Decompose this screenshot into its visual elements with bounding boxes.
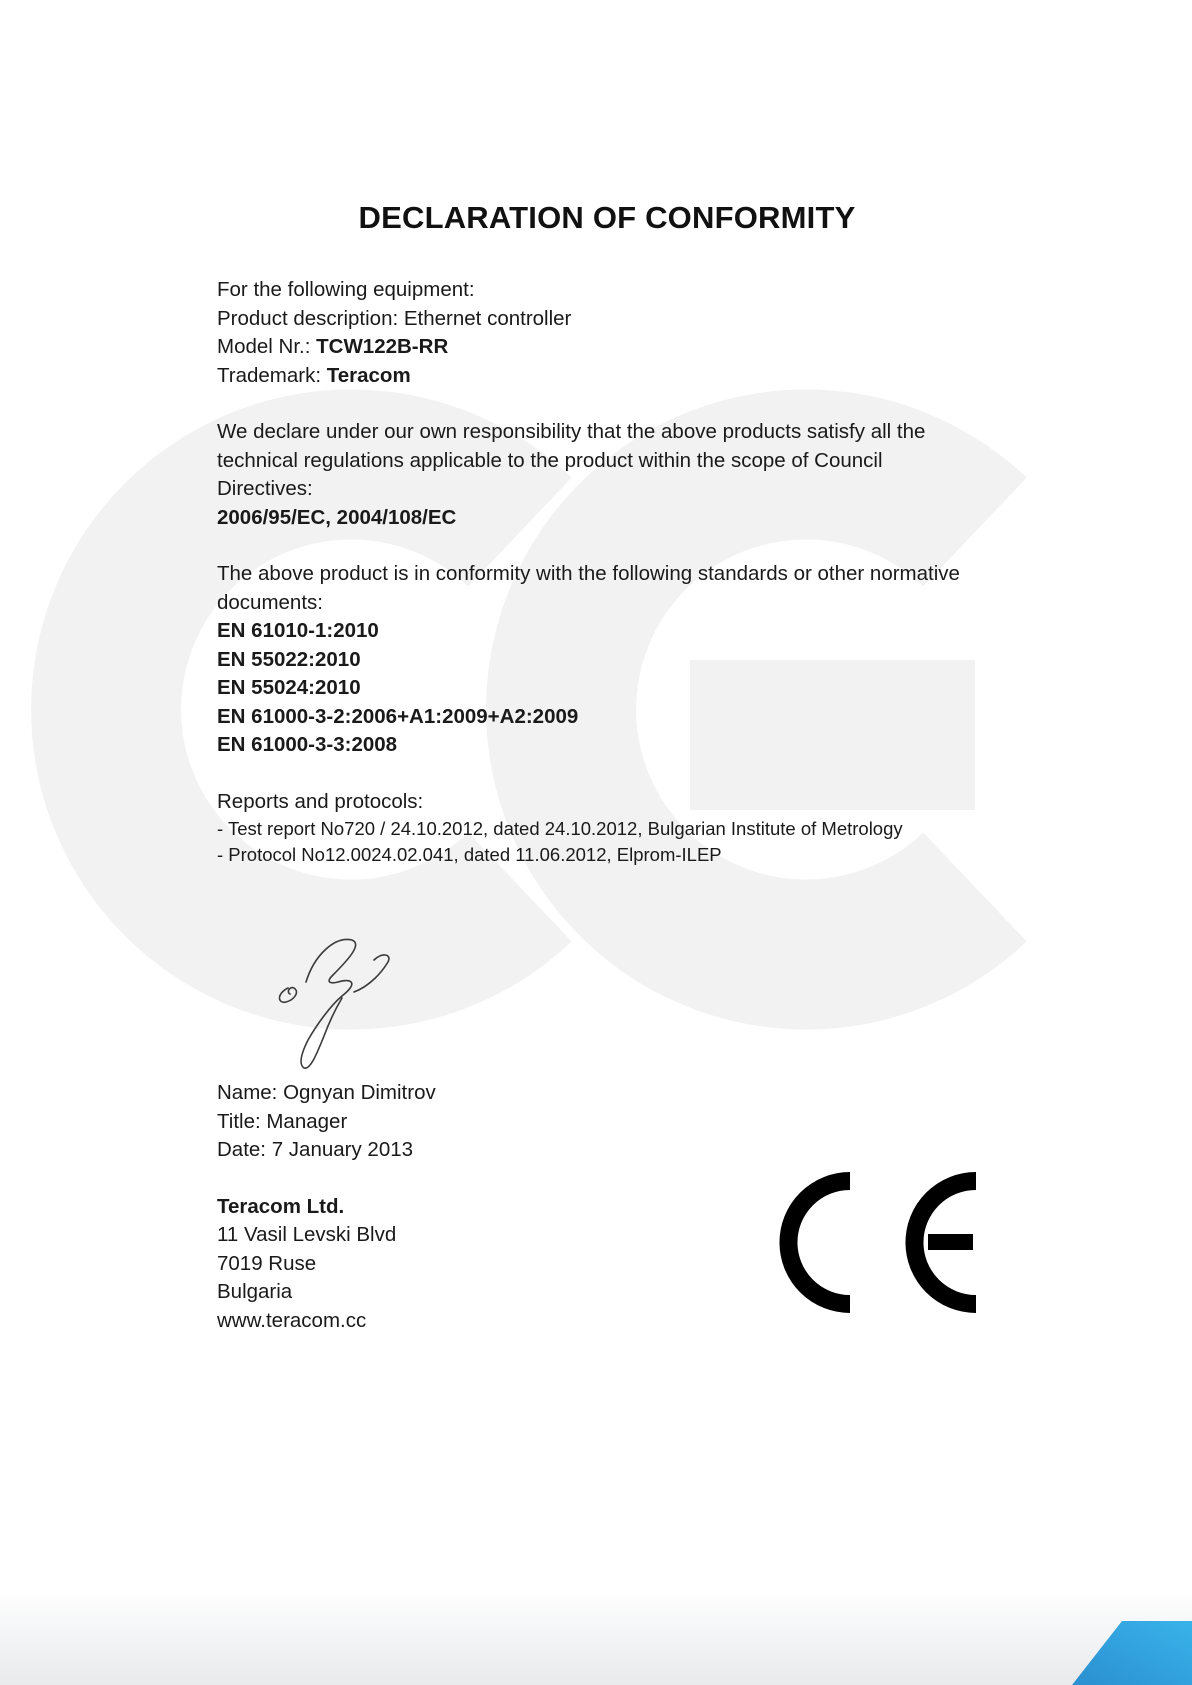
company-website: www.teracom.cc (217, 1308, 367, 1332)
standard-item: EN 61010-1:2010 (217, 619, 379, 642)
reports-section (217, 788, 1077, 869)
standard-item: EN 61000-3-3:2008 (217, 733, 398, 756)
standards-intro-line: documents: (217, 590, 323, 614)
signatory-title: Title: Manager (217, 1109, 348, 1133)
signatory-section (217, 1079, 1077, 1165)
declaration-line: Directives: (217, 477, 313, 500)
standard-item: EN 55022:2010 (217, 647, 361, 671)
product-label: Product description: (217, 306, 404, 330)
directives: 2006/95/EC, 2004/108/EC (217, 505, 457, 529)
standard-item: EN 55024:2010 (217, 676, 361, 699)
declaration-line: We declare under our own responsibility that the above products satisfy all the (217, 420, 926, 443)
ce-mark-icon (778, 1168, 988, 1318)
trademark-value: Teracom (326, 363, 411, 387)
equipment-intro: For the following equipment: (217, 278, 475, 301)
company-address-line: 7019 Ruse (217, 1251, 317, 1275)
standards-intro-line: The above product is in conformity with the following standards or other normative (217, 562, 960, 585)
company-address-line: 11 Vasil Levski Blvd (217, 1223, 397, 1246)
report-item: - Test report No720 / 24.10.2012, dated 24.10.2012, Bulgarian Institute of Metrology (217, 818, 903, 839)
signatory-name: Name: Ognyan Dimitrov (217, 1081, 436, 1104)
model-number (217, 333, 1077, 362)
signatory-date: Date: 7 January 2013 (217, 1138, 414, 1161)
handwritten-signature (270, 936, 430, 1076)
model-value: TCW122B-RR (316, 335, 449, 358)
footer-corner-accent (1072, 1615, 1192, 1685)
declaration-section (217, 418, 1077, 532)
trademark-label: Trademark: (217, 363, 327, 387)
report-item: - Protocol No12.0024.02.041, dated 11.06.2012, Elprom-ILEP (217, 844, 722, 865)
standard-item: EN 61000-3-2:2006+A1:2009+A2:2009 (217, 704, 579, 728)
footer-band (0, 1590, 1192, 1685)
product-description (217, 305, 1077, 334)
reports-heading: Reports and protocols: (217, 789, 424, 813)
standards-section (217, 560, 1077, 760)
declaration-line: technical regulations applicable to the product within the scope of Council (217, 448, 883, 472)
model-label: Model Nr.: (217, 335, 317, 358)
company-name: Teracom Ltd. (217, 1194, 345, 1218)
trademark (217, 362, 1077, 391)
company-address-line: Bulgaria (217, 1280, 293, 1303)
declaration-document (217, 200, 1077, 1335)
page-title: DECLARATION OF CONFORMITY (358, 200, 856, 235)
product-value: Ethernet controller (403, 306, 572, 330)
equipment-section (217, 276, 1077, 390)
